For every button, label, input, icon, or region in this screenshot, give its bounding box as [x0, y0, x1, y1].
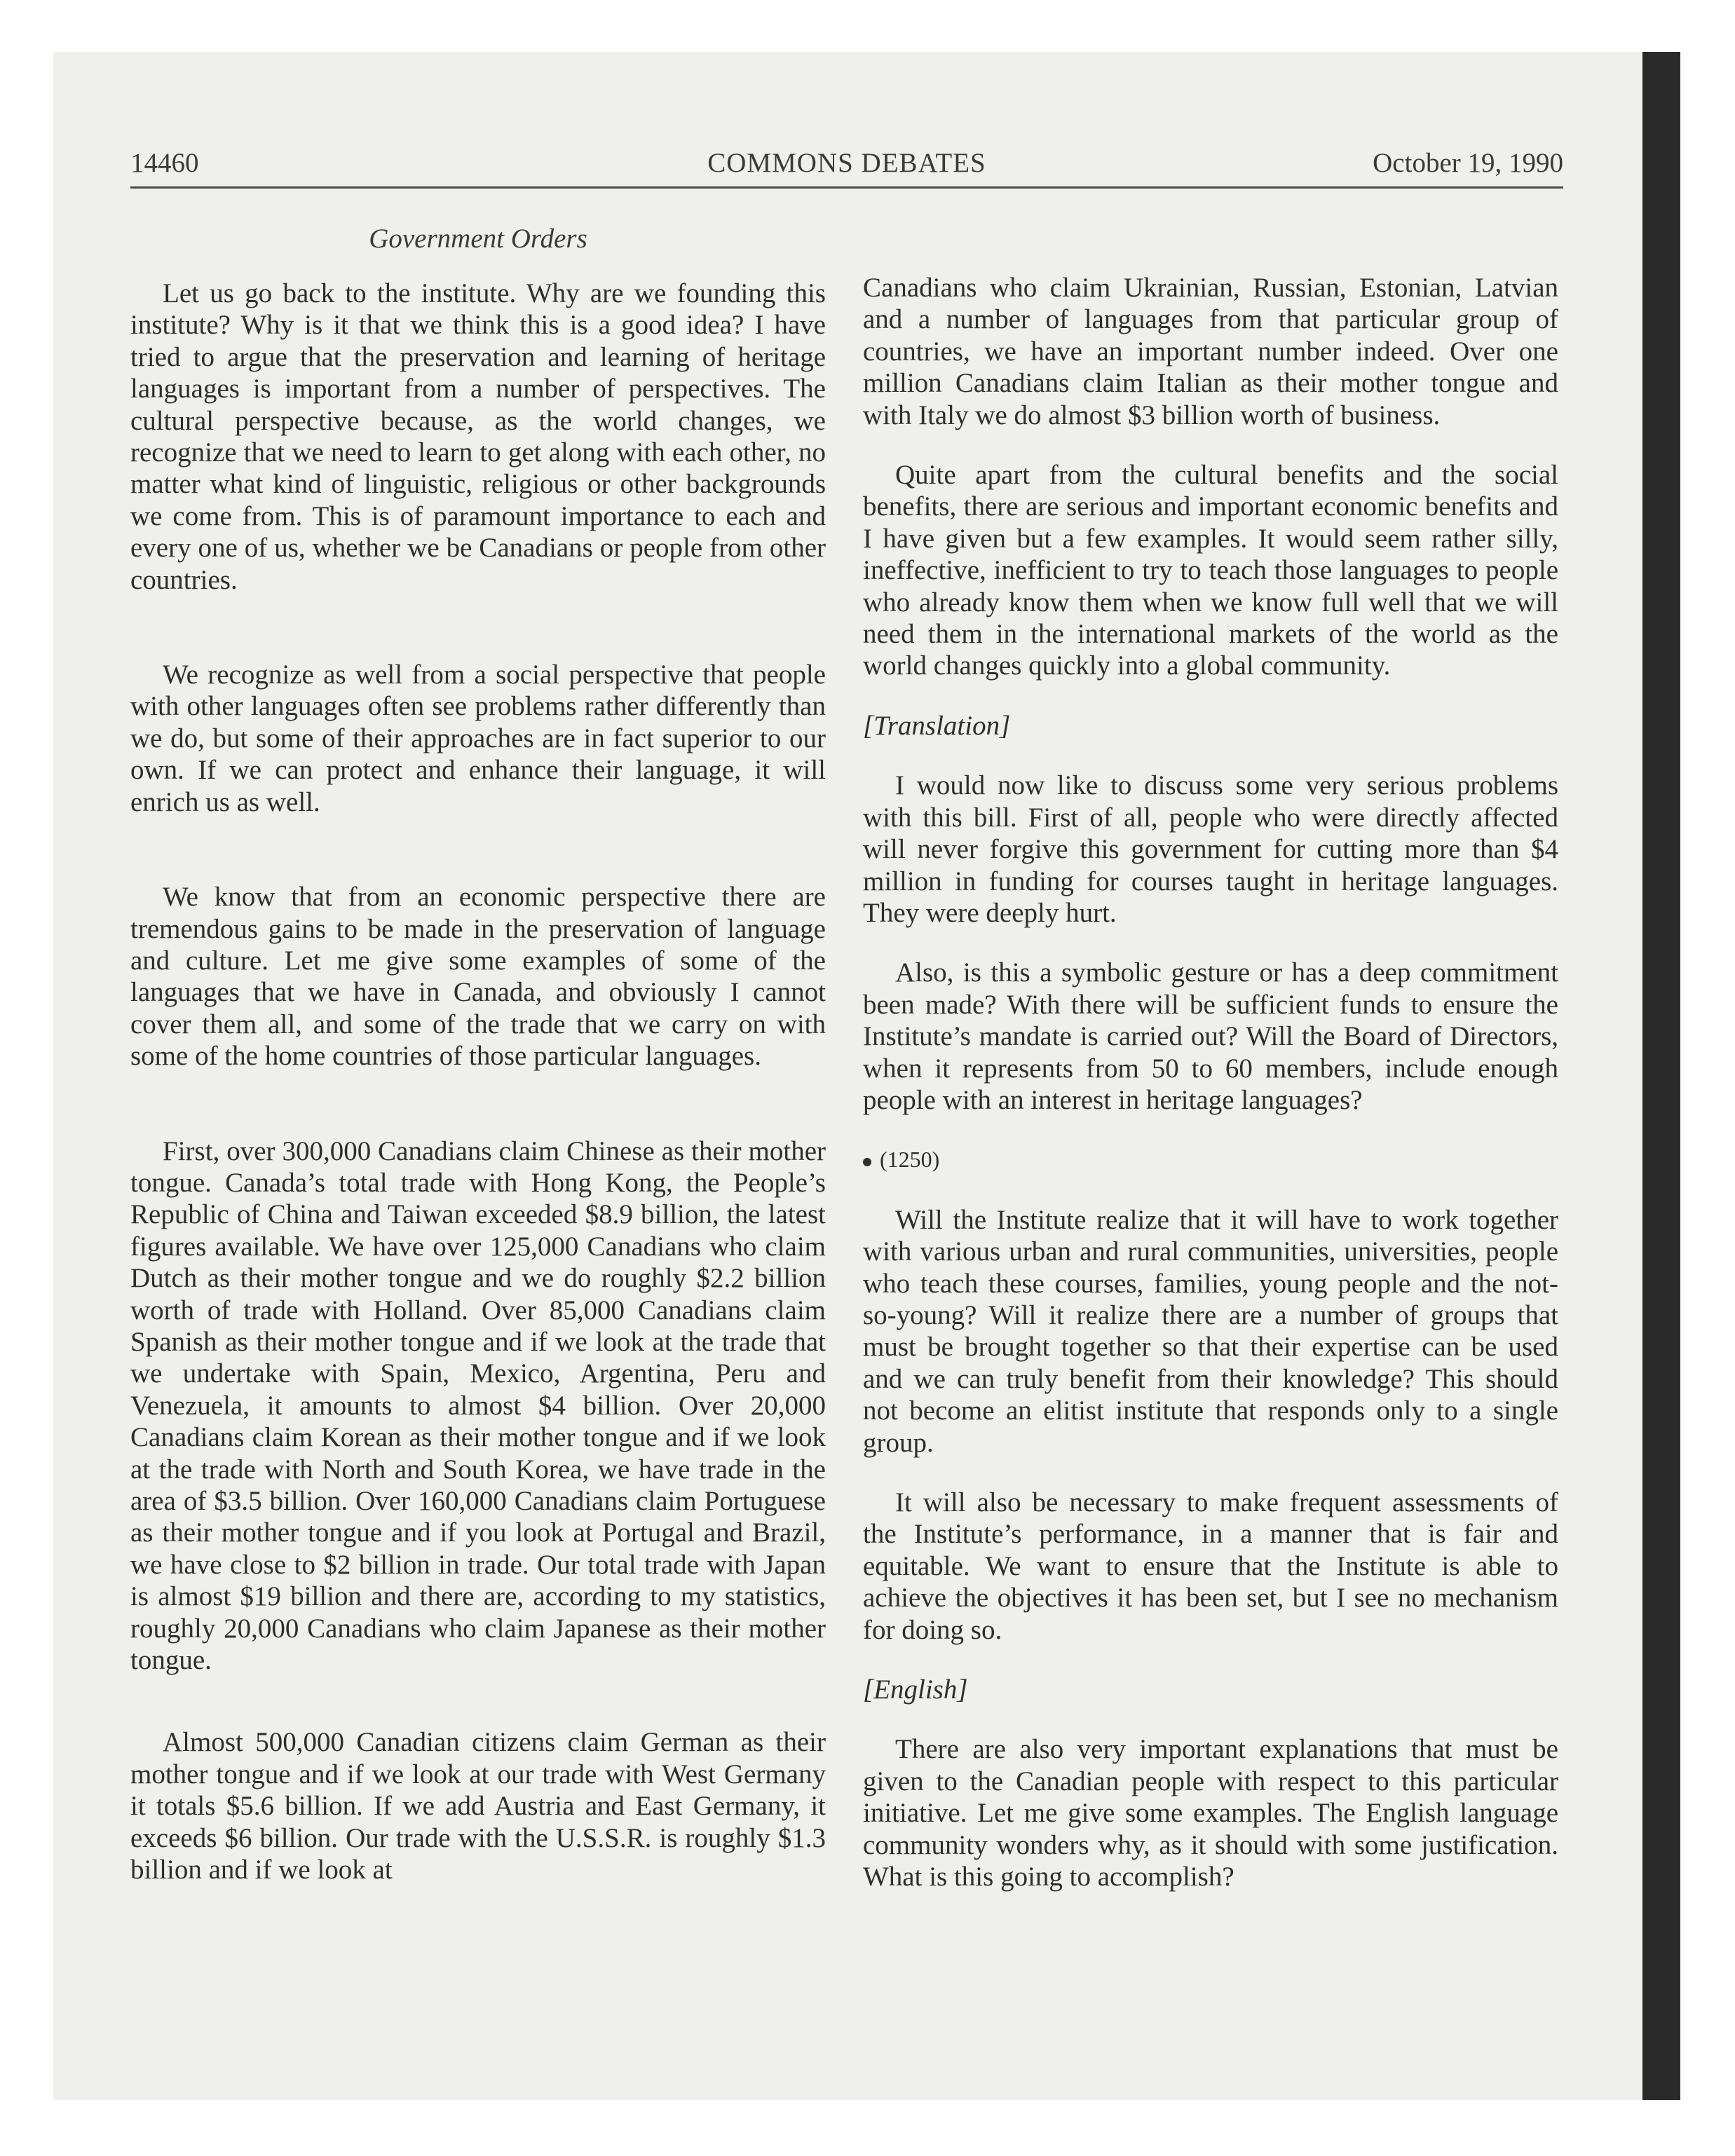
paragraph: We recognize as well from a social perspective that people with other languages often see problems rather differently than we do, but some of their approaches are in fact superior to our own. If we can protect and enhance their language, it will enrich us as well.: [130, 660, 826, 817]
page-header: [130, 142, 1563, 185]
language-marker-english: [English]: [863, 1674, 968, 1705]
paragraph-continued: Canadians who claim Ukrainian, Russian, Estonian, Latvian and a number of languages from that particular group of countries, we have an important number indeed. Over one million Canadians claim Italian as their mother tongue and with Italy we do almost $3 billion worth of business.: [863, 273, 1558, 430]
time-marker: [863, 1144, 1558, 1175]
paragraph: I would now like to discuss some very serious problems with this bill. First of all, people who were directly affected will never forgive this government for cutting more than $4 million in funding for courses taught in heritage languages. They were deeply hurt.: [863, 770, 1558, 928]
paragraph: Will the Institute realize that it will have to work together with various urban and rural communities, universities, people who teach these courses, families, young people and the not-so-young? Will it realize there are a number of groups that must be brought together so that their expertise can be used and we can truly benefit from their knowledge? This should not become an elitist institute that responds only to a single group.: [863, 1204, 1558, 1458]
paragraph: Quite apart from the cultural benefits and the social benefits, there are serious and important economic benefits and I have given but a few examples. It would seem rather silly, ineffective, inefficient to try to teach those languages to people who already know them when we know full well that we will need them in the international markets of the world as the world changes quickly into a global community.: [863, 460, 1558, 681]
left-column: [130, 278, 826, 1885]
paragraph: Almost 500,000 Canadian citizens claim German as their mother tongue and if we look at our trade with West Germany it totals $5.6 billion. If we add Austria and East Germany, it exceeds $6 billion. Our trade with the U.S.S.R. is roughly $1.3 billion and if we look at: [130, 1727, 826, 1885]
paragraph: First, over 300,000 Canadians claim Chinese as their mother tongue. Canada’s total trade with Hong Kong, the People’s Republic of China and Taiwan exceeded $8.9 billion, the latest figures available. We have over 125,000 Canadians who claim Dutch as their mother tongue and we do roughly $2.2 billion worth of trade with Holland. Over 85,000 Canadians claim Spanish as their mother tongue and if we look at the trade that we undertake with Spain, Mexico, Argentina, Peru and Venezuela, it amounts to almost $4 billion. Over 20,000 Canadians claim Korean as their mother tongue and if we look at the trade with North and South Korea, we have trade in the area of $3.5 billion. Over 160,000 Canadians claim Portuguese as their mother tongue and if you look at Portugal and Brazil, we have close to $2 billion in trade. Our total trade with Japan is almost $19 billion and there are, according to my statistics, roughly 20,000 Canadians who claim Japanese as their mother tongue.: [130, 1135, 826, 1676]
journal-title: COMMONS DEBATES: [707, 148, 986, 178]
section-heading: Government Orders: [369, 224, 587, 254]
language-marker-translation: [Translation]: [863, 710, 1011, 741]
bullet-icon: [863, 1158, 871, 1166]
right-column: [863, 272, 1558, 1892]
paragraph: Let us go back to the institute. Why are we founding this institute? Why is it that we think this is a good idea? I have tried to argue that the preservation and learning of heritage languages is important from a number of perspectives. The cultural perspective because, as the world changes, we recognize that we need to learn to get along with each other, no matter what kind of linguistic, religious or other backgrounds we come from. This is of paramount importance to each and every one of us, whether we be Canadians or people from other countries.: [130, 278, 826, 595]
time-marker-text: (1250): [880, 1147, 940, 1173]
paragraph: There are also very important explanations that must be given to the Canadian people with respect to this particular initiative. Let me give some examples. The English language community wonders why, as it should with some justification. What is this going to accomplish?: [863, 1734, 1558, 1892]
issue-date: October 19, 1990: [1373, 148, 1563, 178]
paragraph: It will also be necessary to make frequent assessments of the Institute’s performance, in a manner that is fair and equitable. We want to ensure that the Institute is able to achieve the objectives it has been set, but I see no mechanism for doing so.: [863, 1487, 1558, 1645]
paragraph: Also, is this a symbolic gesture or has a deep commitment been made? With there will be sufficient funds to ensure the Institute’s mandate is carried out? Will the Board of Directors, when it represents from 50 to 60 members, include enough people with an interest in heritage languages?: [863, 957, 1558, 1115]
scan-edge-shadow: [1642, 52, 1680, 2100]
page-number: 14460: [130, 148, 199, 178]
paragraph: We know that from an economic perspective there are tremendous gains to be made in the preservation of language and culture. Let me give some examples of some of the languages that we have in Canada, and obviously I cannot cover them all, and some of the trade that we carry on with some of the home countries of those particular languages.: [130, 882, 826, 1072]
header-rule: [130, 186, 1563, 189]
